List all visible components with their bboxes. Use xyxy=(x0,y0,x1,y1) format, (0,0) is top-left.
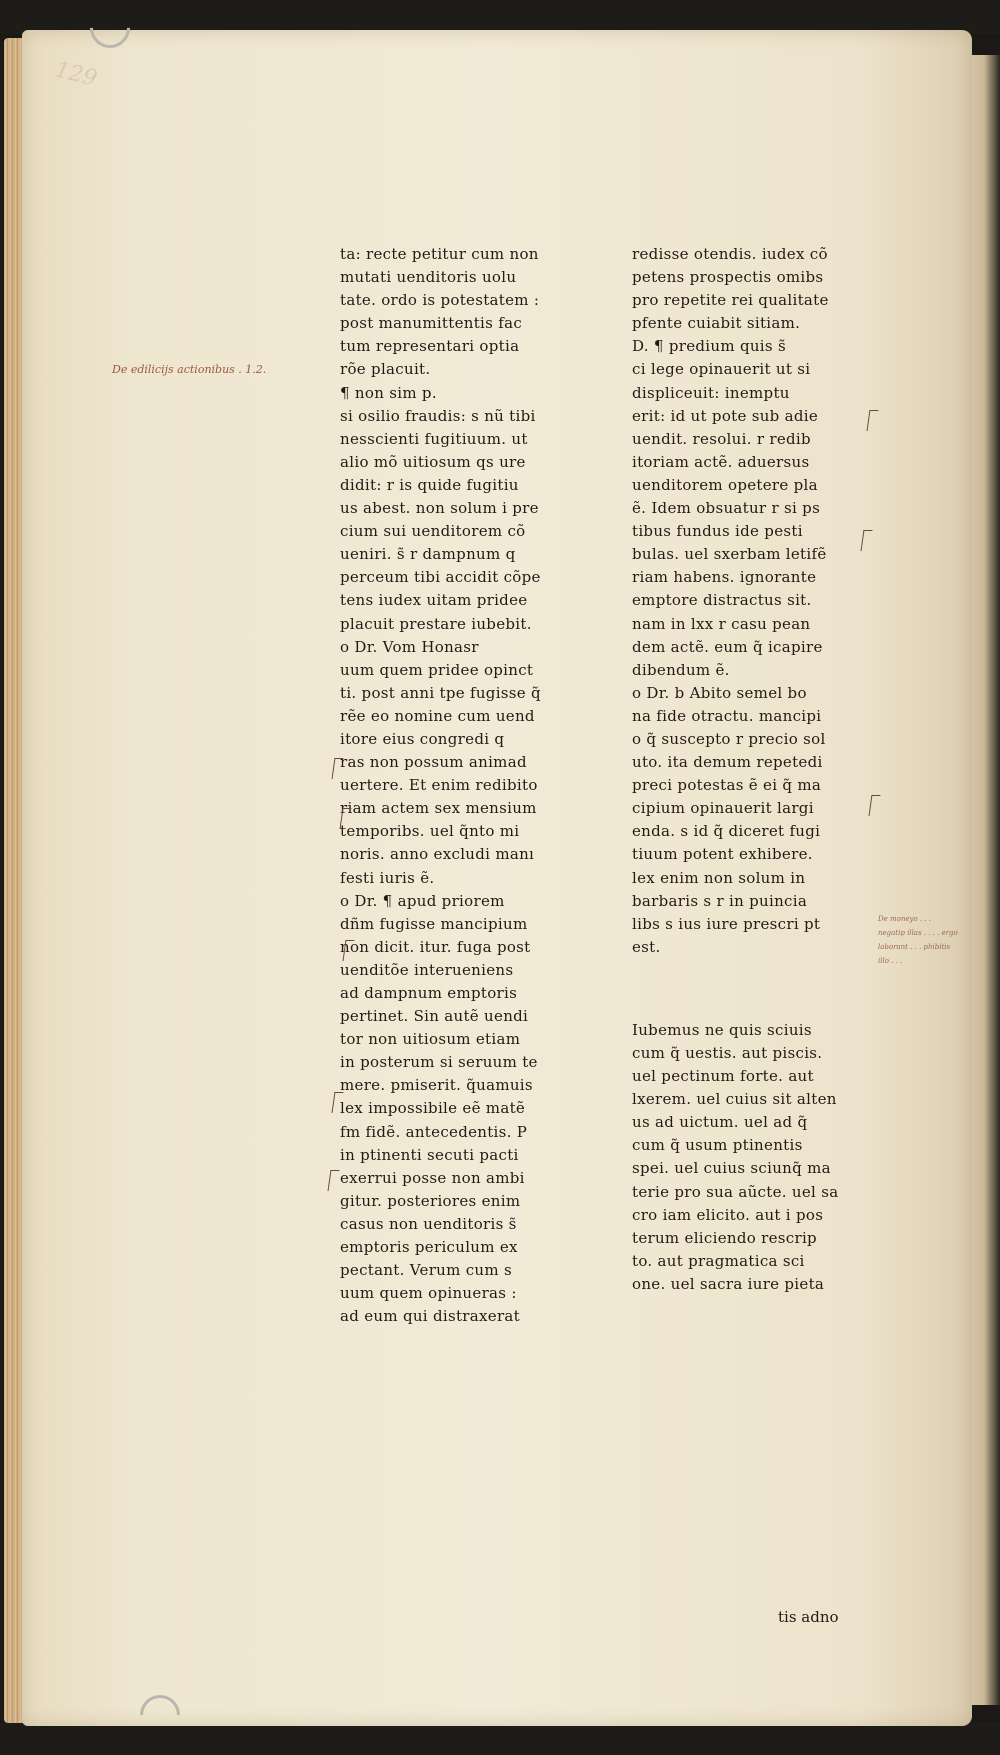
text-line: barbaris s r in puincia xyxy=(632,891,808,910)
text-line: ¶ non sim p. xyxy=(340,383,437,402)
text-line: ti. post anni tpe fugisse q̃ xyxy=(340,683,541,702)
text-line: ci lege opinauerit ut si xyxy=(632,360,811,379)
text-line: o Dr. ¶ apud priorem xyxy=(340,891,505,910)
text-line: pertinet. Sin autẽ uendi xyxy=(340,1007,529,1026)
text-line: tiuum potent exhibere. xyxy=(632,845,813,864)
text-line: cro iam elicito. aut i pos xyxy=(632,1205,824,1224)
text-line: cipium opinauerit largi xyxy=(632,799,814,818)
text-line: nesscienti fugitiuum. ut xyxy=(340,429,528,448)
text-line xyxy=(632,959,917,1019)
text-line: ad eum qui distraxerat xyxy=(340,1307,520,1326)
text-line: preci potestas ẽ ei q̃ ma xyxy=(632,776,822,795)
text-line: uertere. Et enim redibito xyxy=(340,776,538,795)
text-line: uenditorem opetere pla xyxy=(632,475,818,494)
text-line: o q̃ suscepto r precio sol xyxy=(632,729,826,748)
text-line: tum representari optia xyxy=(340,337,520,356)
text-line: emptore distractus sit. xyxy=(632,591,812,610)
text-line: noris. anno excludi manı xyxy=(340,845,535,864)
text-line: placuit prestare iubebit. xyxy=(340,614,532,633)
text-line: redisse otendis. iudex cõ xyxy=(632,245,828,263)
catchword: tis adno xyxy=(778,1608,839,1626)
text-line: riam actem sex mensium xyxy=(340,799,537,818)
text-line: rẽe eo nomine cum uend xyxy=(340,706,535,725)
text-line: lxerem. uel cuius sit alten xyxy=(632,1090,837,1109)
text-line: erit: id ut pote sub adie xyxy=(632,406,819,425)
text-line: one. uel sacra iure pieta xyxy=(632,1274,825,1293)
folio-number: 129 xyxy=(52,57,100,92)
text-line: dem actẽ. eum q̃ icapire xyxy=(632,637,823,656)
text-line: didit: r is quide fugitiu xyxy=(340,475,519,494)
text-line: ad dampnum emptoris xyxy=(340,984,518,1002)
text-line: itore eius congredi q xyxy=(340,729,505,748)
text-line: in ptinenti secuti pacti xyxy=(340,1145,519,1164)
text-line: cum q̃ usum ptinentis xyxy=(632,1136,803,1155)
text-line: dñm fugisse mancipium xyxy=(340,914,528,933)
text-line: ras non possum animad xyxy=(340,753,527,772)
text-line: uto. ita demum repetedi xyxy=(632,753,823,772)
text-line: petens prospectis omibs xyxy=(632,268,824,287)
text-line: post manumittentis fac xyxy=(340,314,523,333)
text-column-right xyxy=(632,243,917,1296)
text-line: tibus fundus ide pesti xyxy=(632,522,803,541)
text-line: mere. pmiserit. q̃uamuis xyxy=(340,1076,533,1095)
text-line: ueniri. s̃ r dampnum q xyxy=(340,545,516,564)
text-line: us ad uictum. uel ad q̃ xyxy=(632,1113,808,1132)
text-line: tate. ordo is potestatem : xyxy=(340,291,540,310)
text-line: bulas. uel sxerbam letifẽ xyxy=(632,545,827,564)
text-line: uum quem opinueras : xyxy=(340,1284,517,1303)
text-line: enda. s id q̃ diceret fugi xyxy=(632,822,821,841)
text-line: exerrui posse non ambi xyxy=(340,1168,525,1187)
text-line: pfente cuiabit sitiam. xyxy=(632,314,801,333)
text-line: cium sui uenditorem cõ xyxy=(340,522,526,541)
text-line: rõe placuit. xyxy=(340,360,431,379)
right-margin-note: De moneyo . . . negatip illas . . . . ergo laborant . . . phibitis illo . . . xyxy=(878,915,958,965)
text-line: tor non uitiosum etiam xyxy=(340,1030,521,1049)
text-line: temporibs. uel q̃nto mi xyxy=(340,822,520,841)
text-line: dibendum ẽ. xyxy=(632,660,730,679)
text-column-left xyxy=(340,243,625,1328)
text-line: mutati uenditoris uolu xyxy=(340,268,517,287)
text-line: pro repetite rei qualitate xyxy=(632,291,829,310)
text-line: terie pro sua aũcte. uel sa xyxy=(632,1182,839,1201)
text-line: riam habens. ignorante xyxy=(632,568,817,587)
text-line: to. aut pragmatica sci xyxy=(632,1251,805,1270)
text-line: cum q̃ uestis. aut piscis. xyxy=(632,1044,823,1062)
text-line: si osilio fraudis: s nũ tibi xyxy=(340,406,536,425)
text-line: libs s ius iure prescri pt xyxy=(632,914,821,933)
text-line: na fide otractu. mancipi xyxy=(632,706,822,725)
text-line: ta: recte petitur cum non xyxy=(340,245,539,263)
text-line: tens iudex uitam pridee xyxy=(340,591,528,610)
text-line: itoriam actẽ. aduersus xyxy=(632,452,810,471)
text-line: non dicit. itur. fuga post xyxy=(340,937,531,956)
text-line: D. ¶ predium quis s̃ xyxy=(632,337,786,356)
text-line: spei. uel cuius sciunq̃ ma xyxy=(632,1159,831,1178)
text-line: uendit. resolui. r redib xyxy=(632,429,811,448)
text-line: uel pectinum forte. aut xyxy=(632,1067,814,1086)
text-line: perceum tibi accidit cõpe xyxy=(340,568,541,587)
text-line: us abest. non solum i pre xyxy=(340,499,539,518)
text-line: pectant. Verum cum s xyxy=(340,1261,512,1280)
text-line: ẽ. Idem obsuatur r si ps xyxy=(632,499,821,518)
text-line: alio mõ uitiosum qs ure xyxy=(340,452,526,471)
text-line: in posterum si seruum te xyxy=(340,1053,538,1072)
text-line: o Dr. b Abito semel bo xyxy=(632,683,807,702)
text-line: festi iuris ẽ. xyxy=(340,868,435,887)
marginal-rubric: De edilicijs actionibus . 1.2. xyxy=(112,363,267,376)
text-line: fm fidẽ. antecedentis. P xyxy=(340,1122,528,1141)
text-line: gitur. posteriores enim xyxy=(340,1191,521,1210)
scan-background-top xyxy=(0,0,1000,34)
text-line: lex impossibile eẽ matẽ xyxy=(340,1099,526,1118)
text-line: casus non uenditoris s̃ xyxy=(340,1214,517,1233)
text-line: uum quem pridee opinct xyxy=(340,660,534,679)
text-line: nam in lxx r casu pean xyxy=(632,614,811,633)
text-line: displiceuit: inemptu xyxy=(632,383,790,402)
text-line: uenditõe interueniens xyxy=(340,960,514,979)
text-line: est. xyxy=(632,937,661,956)
text-line: Iubemus ne quis sciuis xyxy=(632,1020,812,1039)
text-line: lex enim non solum in xyxy=(632,868,806,887)
text-line: terum eliciendo rescrip xyxy=(632,1228,817,1247)
text-line: o Dr. Vom Honasr xyxy=(340,637,479,656)
text-line: emptoris periculum ex xyxy=(340,1238,518,1257)
